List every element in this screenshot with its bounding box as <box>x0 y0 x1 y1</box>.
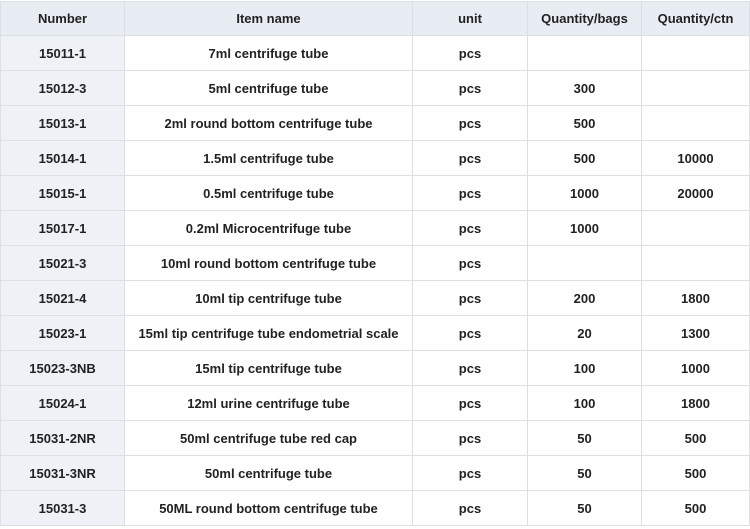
cell-item-name: 15ml tip centrifuge tube endometrial scale <box>125 316 413 351</box>
cell-quantity-ctn: 10000 <box>642 141 750 176</box>
table-header <box>1 2 750 36</box>
cell-number: 15014-1 <box>1 141 125 176</box>
table-row <box>1 281 750 316</box>
cell-quantity-ctn <box>642 211 750 246</box>
cell-unit: pcs <box>413 211 528 246</box>
cell-item-name: 10ml round bottom centrifuge tube <box>125 246 413 281</box>
cell-quantity-bags: 20 <box>528 316 642 351</box>
cell-number: 15017-1 <box>1 211 125 246</box>
cell-quantity-ctn: 1800 <box>642 386 750 421</box>
cell-unit: pcs <box>413 246 528 281</box>
cell-item-name: 50ml centrifuge tube <box>125 456 413 491</box>
cell-quantity-ctn <box>642 106 750 141</box>
cell-number: 15015-1 <box>1 176 125 211</box>
cell-item-name: 5ml centrifuge tube <box>125 71 413 106</box>
cell-number: 15011-1 <box>1 36 125 71</box>
table-row <box>1 141 750 176</box>
cell-item-name: 1.5ml centrifuge tube <box>125 141 413 176</box>
cell-quantity-bags <box>528 36 642 71</box>
cell-number: 15023-1 <box>1 316 125 351</box>
cell-item-name: 15ml tip centrifuge tube <box>125 351 413 386</box>
cell-quantity-ctn: 500 <box>642 491 750 526</box>
cell-quantity-bags: 50 <box>528 421 642 456</box>
cell-number: 15012-3 <box>1 71 125 106</box>
header-quantity-ctn: Quantity/ctn <box>642 2 750 36</box>
header-quantity-bags: Quantity/bags <box>528 2 642 36</box>
header-number: Number <box>1 2 125 36</box>
cell-quantity-bags: 100 <box>528 386 642 421</box>
cell-quantity-ctn: 500 <box>642 456 750 491</box>
cell-item-name: 7ml centrifuge tube <box>125 36 413 71</box>
table-row <box>1 421 750 456</box>
cell-number: 15021-3 <box>1 246 125 281</box>
cell-quantity-bags <box>528 246 642 281</box>
cell-number: 15023-3NB <box>1 351 125 386</box>
cell-quantity-bags: 50 <box>528 491 642 526</box>
table-body <box>1 36 750 526</box>
cell-number: 15013-1 <box>1 106 125 141</box>
cell-unit: pcs <box>413 386 528 421</box>
cell-unit: pcs <box>413 421 528 456</box>
cell-item-name: 0.5ml centrifuge tube <box>125 176 413 211</box>
cell-unit: pcs <box>413 281 528 316</box>
table-row <box>1 106 750 141</box>
cell-item-name: 12ml urine centrifuge tube <box>125 386 413 421</box>
cell-quantity-bags: 1000 <box>528 211 642 246</box>
cell-unit: pcs <box>413 106 528 141</box>
cell-quantity-ctn: 20000 <box>642 176 750 211</box>
table-row <box>1 36 750 71</box>
cell-quantity-bags: 500 <box>528 141 642 176</box>
table-row <box>1 456 750 491</box>
table-row <box>1 176 750 211</box>
cell-unit: pcs <box>413 71 528 106</box>
cell-quantity-ctn: 1800 <box>642 281 750 316</box>
table-row <box>1 351 750 386</box>
cell-item-name: 50ML round bottom centrifuge tube <box>125 491 413 526</box>
cell-quantity-ctn: 1000 <box>642 351 750 386</box>
cell-unit: pcs <box>413 141 528 176</box>
cell-unit: pcs <box>413 456 528 491</box>
table-row <box>1 491 750 526</box>
cell-number: 15031-3NR <box>1 456 125 491</box>
cell-quantity-ctn <box>642 246 750 281</box>
table-row <box>1 316 750 351</box>
cell-number: 15031-3 <box>1 491 125 526</box>
cell-unit: pcs <box>413 176 528 211</box>
table-row <box>1 211 750 246</box>
cell-quantity-ctn <box>642 36 750 71</box>
cell-quantity-ctn: 1300 <box>642 316 750 351</box>
cell-number: 15021-4 <box>1 281 125 316</box>
header-unit: unit <box>413 2 528 36</box>
cell-item-name: 10ml tip centrifuge tube <box>125 281 413 316</box>
cell-quantity-bags: 1000 <box>528 176 642 211</box>
cell-unit: pcs <box>413 351 528 386</box>
table-row <box>1 71 750 106</box>
header-row <box>1 2 750 36</box>
cell-number: 15024-1 <box>1 386 125 421</box>
product-table <box>0 1 750 526</box>
cell-quantity-bags: 300 <box>528 71 642 106</box>
cell-unit: pcs <box>413 491 528 526</box>
cell-quantity-ctn: 500 <box>642 421 750 456</box>
cell-unit: pcs <box>413 36 528 71</box>
cell-number: 15031-2NR <box>1 421 125 456</box>
cell-quantity-ctn <box>642 71 750 106</box>
cell-quantity-bags: 200 <box>528 281 642 316</box>
cell-item-name: 0.2ml Microcentrifuge tube <box>125 211 413 246</box>
header-item-name: Item name <box>125 2 413 36</box>
cell-unit: pcs <box>413 316 528 351</box>
table-row <box>1 246 750 281</box>
cell-item-name: 50ml centrifuge tube red cap <box>125 421 413 456</box>
cell-quantity-bags: 500 <box>528 106 642 141</box>
cell-item-name: 2ml round bottom centrifuge tube <box>125 106 413 141</box>
cell-quantity-bags: 100 <box>528 351 642 386</box>
table-row <box>1 386 750 421</box>
cell-quantity-bags: 50 <box>528 456 642 491</box>
